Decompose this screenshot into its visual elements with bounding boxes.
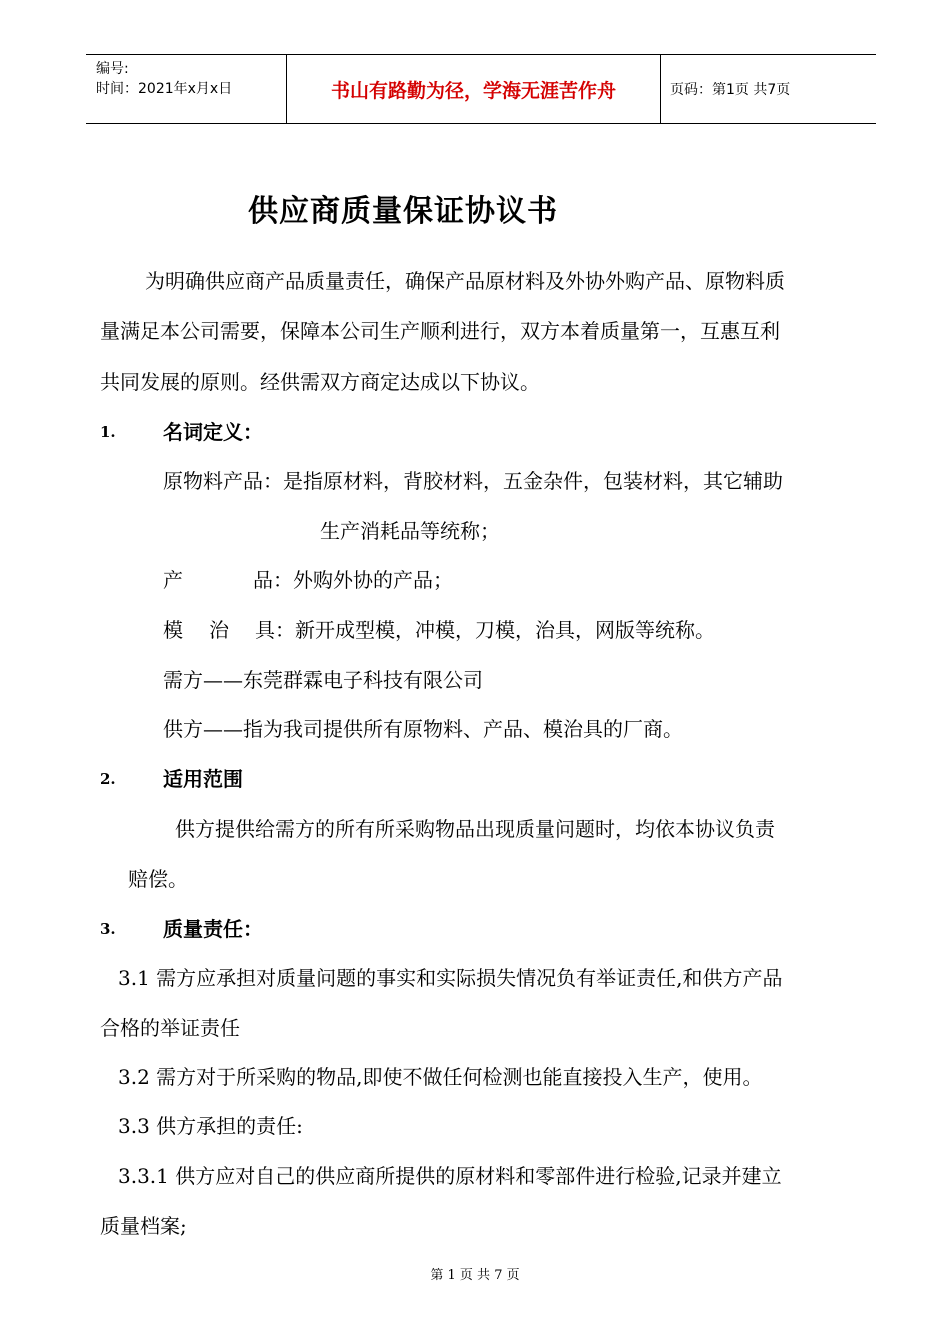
definition-line: 生产消耗品等统称； <box>320 519 500 543</box>
definition-label: 治 <box>209 618 229 642</box>
definition-line: 原物料产品：是指原材料，背胶材料，五金杂件，包装材料，其它辅助 <box>163 469 783 493</box>
section-number: 3. <box>100 920 116 938</box>
section-heading: 适用范围 <box>163 767 243 791</box>
body-line: 供方提供给需方的所有所采购物品出现质量问题时，均依本协议负责 <box>175 817 775 841</box>
definition-label: 品： <box>253 568 293 592</box>
section-heading: 质量责任： <box>163 917 263 941</box>
section-number: 2. <box>100 770 116 788</box>
definition-text: 外购外协的产品； <box>293 568 453 592</box>
clause-line: 3.2 需方对于所采购的物品,即使不做任何检测也能直接投入生产，使用。 <box>118 1065 763 1089</box>
header-motto: 书山有路勤为径，学海无涯苦作舟 <box>330 79 616 102</box>
time-label: 时间：2021年x月x日 <box>96 81 233 97</box>
definition-text: 新开成型模，冲模，刀模，治具，网版等统称。 <box>295 618 715 642</box>
page-header <box>86 54 876 124</box>
intro-line: 共同发展的原则。经供需双方商定达成以下协议。 <box>100 370 540 394</box>
definition-mold <box>163 614 715 646</box>
definition-product <box>163 564 453 596</box>
body-line: 赔偿。 <box>128 867 188 891</box>
number-label: 编号: <box>96 61 129 77</box>
intro-line: 为明确供应商产品质量责任，确保产品原材料及外协外购产品、原物料质 <box>145 269 785 293</box>
definition-label: 具： <box>255 618 295 642</box>
header-divider <box>660 55 661 123</box>
definition-line: 供方——指为我司提供所有原物料、产品、模治具的厂商。 <box>163 717 683 741</box>
clause-line: 合格的举证责任 <box>100 1016 240 1040</box>
clause-line: 3.3.1 供方应对自己的供应商所提供的原材料和零部件进行检验,记录并建立 <box>118 1164 782 1188</box>
document-title: 供应商质量保证协议书 <box>248 194 558 229</box>
header-page-label: 页码：第1页 共7页 <box>670 82 791 98</box>
section-number: 1. <box>100 423 116 441</box>
page-footer: 第 1 页 共 7 页 <box>430 1268 520 1283</box>
clause-line: 质量档案; <box>100 1214 187 1238</box>
section-heading: 名词定义： <box>163 420 263 444</box>
clause-line: 3.3 供方承担的责任: <box>118 1114 303 1138</box>
definition-label: 产 <box>163 568 183 592</box>
clause-line: 3.1 需方应承担对质量问题的事实和实际损失情况负有举证责任,和供方产品 <box>118 966 783 990</box>
definition-label: 模 <box>163 618 183 642</box>
header-meta <box>96 59 286 99</box>
intro-line: 量满足本公司需要，保障本公司生产顺利进行，双方本着质量第一，互惠互利 <box>100 319 780 343</box>
definition-line: 需方——东莞群霖电子科技有限公司 <box>163 668 483 692</box>
